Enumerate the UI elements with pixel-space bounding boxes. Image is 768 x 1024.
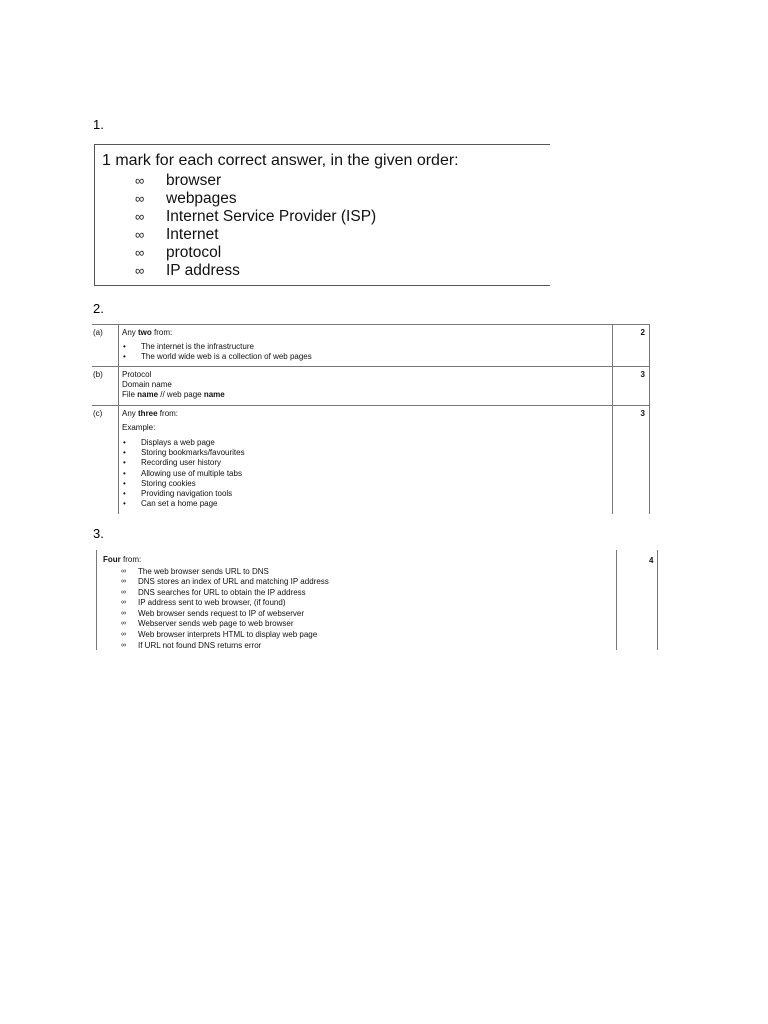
row-lead: Any two from: [122,328,173,337]
infinity-bullet-icon: ∞ [135,209,145,224]
infinity-bullet-icon: ∞ [135,263,145,278]
list-item: ∞ DNS stores an index of URL and matching IP address [121,577,329,587]
list-item: ∞ Internet Service Provider (ISP) [135,208,377,225]
bullet-icon: • [123,499,126,509]
bullet-icon: • [123,458,126,468]
row-lead: Four from: [103,555,142,564]
list-item: • Providing navigation tools [123,489,233,499]
answer-list [122,438,245,509]
infinity-bullet-icon: ∞ [121,567,126,575]
infinity-bullet-icon: ∞ [135,191,145,206]
table-divider [96,550,97,650]
infinity-bullet-icon: ∞ [121,578,126,586]
list-item: ∞ webpages [135,190,237,207]
list-item: • Can set a home page [123,499,218,509]
list-item: ∞ IP address sent to web browser, (if found) [121,598,286,608]
list-item: • Storing cookies [123,478,196,488]
list-item: • Recording user history [123,458,222,468]
table-divider [657,550,658,650]
answer-list [121,567,329,652]
infinity-bullet-icon: ∞ [121,588,126,596]
question-1-number: 1. [93,117,104,132]
infinity-bullet-icon: ∞ [121,620,126,628]
bullet-icon: • [123,352,126,362]
table-row [92,366,650,405]
bullet-icon: • [123,438,126,447]
table-divider [616,550,617,650]
question-1-answer-box [94,144,550,286]
row-content [103,555,329,651]
list-item: ∞ Web browser interprets HTML to display web page [121,630,318,640]
list-item: ∞ The web browser sends URL to DNS [121,566,269,576]
question-3-answer-box [96,550,658,650]
list-item: ∞ DNS searches for URL to obtain the IP address [121,587,306,597]
list-item: • Storing bookmarks/favourites [123,448,245,458]
part-label: (b) [93,370,103,379]
bullet-icon: • [123,342,126,351]
row-content: Protocol Domain name File name // web page name [122,370,225,399]
infinity-bullet-icon: ∞ [135,227,145,242]
list-item: • The internet is the infrastructure [123,342,254,351]
bullet-icon: • [123,489,126,499]
infinity-bullet-icon: ∞ [121,641,126,649]
marks-value: 3 [640,370,645,379]
list-item: • Allowing use of multiple tabs [123,468,242,478]
list-item: ∞ Webserver sends web page to web browser [121,619,294,629]
marks-value: 2 [640,328,645,337]
table-row [92,324,650,366]
question-2-number: 2. [93,301,104,316]
infinity-bullet-icon: ∞ [135,173,145,188]
question-2-mark-table [92,324,650,514]
list-item: ∞ Internet [135,226,219,243]
bullet-icon: • [123,448,126,458]
list-item: ∞ browser [135,172,222,189]
marks-value: 3 [640,409,645,418]
part-label: (a) [93,328,103,337]
question-1-answer-list [135,172,376,280]
list-item: ∞ IP address [135,262,240,279]
table-row [92,405,650,514]
question-1-intro: 1 mark for each correct answer, in the given order: [102,152,459,169]
bullet-icon: • [123,478,126,488]
infinity-bullet-icon: ∞ [121,609,126,617]
marks-value: 4 [649,556,654,565]
list-item: ∞ protocol [135,244,222,261]
row-content [122,409,245,509]
question-3-number: 3. [93,526,104,541]
list-item: • The world wide web is a collection of web pages [123,352,312,362]
infinity-bullet-icon: ∞ [135,245,145,260]
list-item: ∞ If URL not found DNS returns error [121,640,262,650]
part-label: (c) [93,409,103,418]
infinity-bullet-icon: ∞ [121,631,126,639]
example-label: Example: [122,423,156,432]
row-content [122,328,312,362]
infinity-bullet-icon: ∞ [121,599,126,607]
list-item: ∞ Web browser sends request to IP of webserver [121,608,305,618]
bullet-icon: • [123,468,126,478]
row-lead: Any three from: [122,409,179,418]
list-item: • Displays a web page [123,438,215,447]
answer-list [122,342,312,362]
